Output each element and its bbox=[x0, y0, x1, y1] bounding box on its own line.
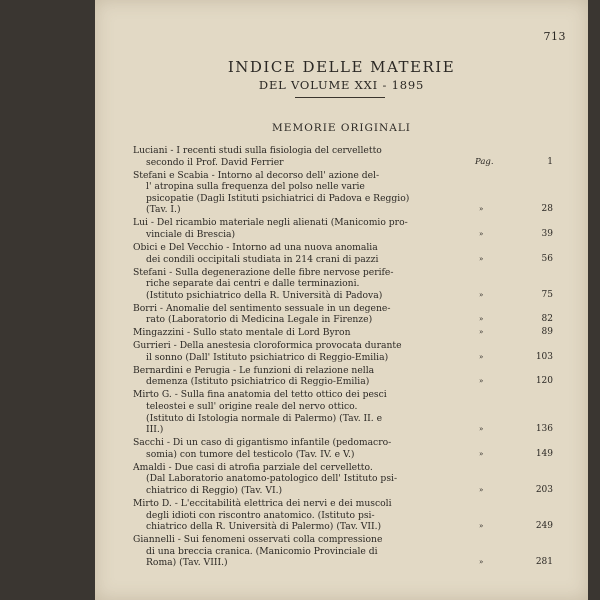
entry-line: Roma) (Tav. VIII.) » 281 bbox=[146, 557, 553, 569]
entry-line: (Istituto di Istologia normale di Palermo) (Tav. II. e bbox=[146, 412, 383, 424]
entry-line: Amaldi - Due casi di atrofia parziale del cervelletto. bbox=[133, 461, 373, 473]
title-rule bbox=[295, 97, 385, 98]
page-number-ref: 281 bbox=[535, 557, 553, 568]
page-reference bbox=[475, 290, 553, 302]
page-number-ref: 203 bbox=[535, 484, 553, 495]
index-entry bbox=[133, 437, 553, 460]
volume-subtitle: DEL VOLUME XXI - 1895 bbox=[258, 78, 425, 92]
page-number-ref: 75 bbox=[541, 289, 553, 300]
page-number-ref: 103 bbox=[535, 351, 553, 362]
ditto-mark: » bbox=[479, 229, 484, 238]
page-number-ref: 89 bbox=[541, 327, 553, 338]
index-entry bbox=[133, 365, 553, 388]
page-number: 713 bbox=[543, 30, 566, 43]
entry-line: Gurrieri - Della anestesia cloroformica provocata durante bbox=[133, 340, 402, 352]
entry-line: Bernardini e Perugia - Le funzioni di relazione nella bbox=[133, 364, 375, 376]
index-entry bbox=[133, 267, 553, 302]
entry-line: secondo il Prof. David Ferrier Pag. 1 bbox=[146, 156, 553, 168]
entry-line: riche separate dai centri e dalle terminazioni. bbox=[146, 278, 360, 290]
page-reference bbox=[475, 352, 553, 364]
page-number-ref: 120 bbox=[535, 376, 553, 387]
page-number-ref: 149 bbox=[535, 448, 553, 459]
entry-line: Mirto G. - Sulla fina anatomia del tetto ottico dei pesci bbox=[133, 389, 387, 401]
entry-line: (Dal Laboratorio anatomo-patologico dell' Istituto psi- bbox=[146, 473, 398, 485]
page-number-ref: 136 bbox=[535, 424, 553, 435]
page-reference bbox=[475, 204, 553, 216]
ditto-mark: » bbox=[479, 315, 484, 324]
page-reference bbox=[475, 557, 553, 569]
entry-line: Giannelli - Sui fenomeni osservati colla compressione bbox=[133, 534, 383, 546]
page-number-ref: 1 bbox=[547, 156, 553, 167]
page-reference bbox=[475, 157, 553, 169]
index-entry bbox=[133, 170, 553, 216]
page-reference bbox=[475, 229, 553, 241]
index-entry bbox=[133, 242, 553, 265]
entry-line: Obici e Del Vecchio - Intorno ad una nuova anomalia bbox=[133, 241, 378, 253]
pag-label: Pag. bbox=[475, 156, 494, 167]
entry-line: psicopatie (Dagli Istituti psichiatrici di Padova e Reggio) bbox=[146, 192, 410, 204]
entry-line: teleostei e sull' origine reale del nervo ottico. bbox=[146, 400, 358, 412]
ditto-mark: » bbox=[479, 485, 484, 494]
entry-line: Stefani e Scabia - Intorno al decorso dell' azione del- bbox=[133, 169, 380, 181]
entry-line: Luciani - I recenti studi sulla fisiologia del cervelletto bbox=[133, 145, 382, 156]
index-entry bbox=[133, 327, 553, 339]
page-number-ref: 28 bbox=[541, 204, 553, 215]
index-entry bbox=[133, 498, 553, 533]
entry-line: rato (Laboratorio di Medicina Legale in Firenze) » 82 bbox=[146, 314, 553, 326]
entry-line: Mirto D. - L'eccitabilità elettrica dei nervi e dei muscoli bbox=[133, 497, 392, 509]
entry-line: somia) con tumore del testicolo (Tav. IV. e V.) » 149 bbox=[146, 448, 553, 460]
index-entry bbox=[133, 462, 553, 497]
ditto-mark: » bbox=[479, 377, 484, 386]
index-entries bbox=[133, 145, 553, 570]
ditto-mark: » bbox=[479, 522, 484, 531]
page-number-ref: 249 bbox=[535, 521, 553, 532]
index-entry bbox=[133, 534, 553, 569]
page-reference bbox=[475, 424, 553, 436]
entry-line: Mingazzini - Sullo stato mentale di Lord Byron » 89 bbox=[133, 327, 553, 339]
page-reference bbox=[475, 254, 553, 266]
entry-line: di una breccia cranica. (Manicomio Provinciale di bbox=[146, 545, 378, 557]
entry-line: III.) » 136 bbox=[146, 424, 553, 436]
section-heading: MEMORIE ORIGINALI bbox=[272, 122, 411, 134]
entry-line: Borri - Anomalie del sentimento sessuale in un degene- bbox=[133, 302, 391, 314]
ditto-mark: » bbox=[479, 558, 484, 567]
page-number-ref: 56 bbox=[541, 253, 553, 264]
page-number-ref: 82 bbox=[541, 314, 553, 325]
ditto-mark: » bbox=[479, 425, 484, 434]
page-reference bbox=[475, 314, 553, 326]
entry-line: Lui - Del ricambio materiale negli alienati (Manicomio pro- bbox=[133, 217, 408, 229]
entry-line: dei condili occipitali studiata in 214 crani di pazzi » 56 bbox=[146, 253, 553, 265]
index-entry bbox=[133, 145, 553, 168]
index-entry bbox=[133, 389, 553, 435]
entry-line: il sonno (Dall' Istituto psichiatrico di Reggio-Emilia) » 103 bbox=[146, 351, 553, 363]
ditto-mark: » bbox=[479, 328, 484, 337]
entry-line: (Tav. I.) » 28 bbox=[146, 204, 553, 216]
entry-line: chiatrico della R. Università di Palermo) (Tav. VII.) » 249 bbox=[146, 521, 553, 533]
page-reference bbox=[475, 485, 553, 497]
ditto-mark: » bbox=[479, 254, 484, 263]
index-entry bbox=[133, 217, 553, 240]
page-number-ref: 39 bbox=[541, 228, 553, 239]
entry-line: chiatrico di Reggio) (Tav. VI.) » 203 bbox=[146, 484, 553, 496]
entry-line: demenza (Istituto psichiatrico di Reggio-Emilia) » 120 bbox=[146, 376, 553, 388]
entry-line: l' atropina sulla frequenza del polso nelle varie bbox=[146, 181, 365, 193]
ditto-mark: » bbox=[479, 290, 484, 299]
ditto-mark: » bbox=[479, 352, 484, 361]
page-reference bbox=[475, 327, 553, 339]
entry-line: (Istituto psichiatrico della R. Università di Padova) » 75 bbox=[146, 289, 553, 301]
entry-line: degli idioti con riscontro anatomico. (Istituto psi- bbox=[146, 509, 375, 521]
page-reference bbox=[475, 449, 553, 461]
ditto-mark: » bbox=[479, 205, 484, 214]
ditto-mark: » bbox=[479, 449, 484, 458]
index-entry bbox=[133, 340, 553, 363]
page-reference bbox=[475, 521, 553, 533]
entry-line: Stefani - Sulla degenerazione delle fibre nervose perife- bbox=[133, 266, 394, 278]
book-page bbox=[95, 0, 588, 600]
entry-line: Sacchi - Di un caso di gigantismo infantile (pedomacro- bbox=[133, 437, 392, 449]
index-entry bbox=[133, 303, 553, 326]
index-title: INDICE DELLE MATERIE bbox=[227, 58, 456, 76]
page-reference bbox=[475, 376, 553, 388]
entry-line: vinciale di Brescia) » 39 bbox=[146, 228, 553, 240]
